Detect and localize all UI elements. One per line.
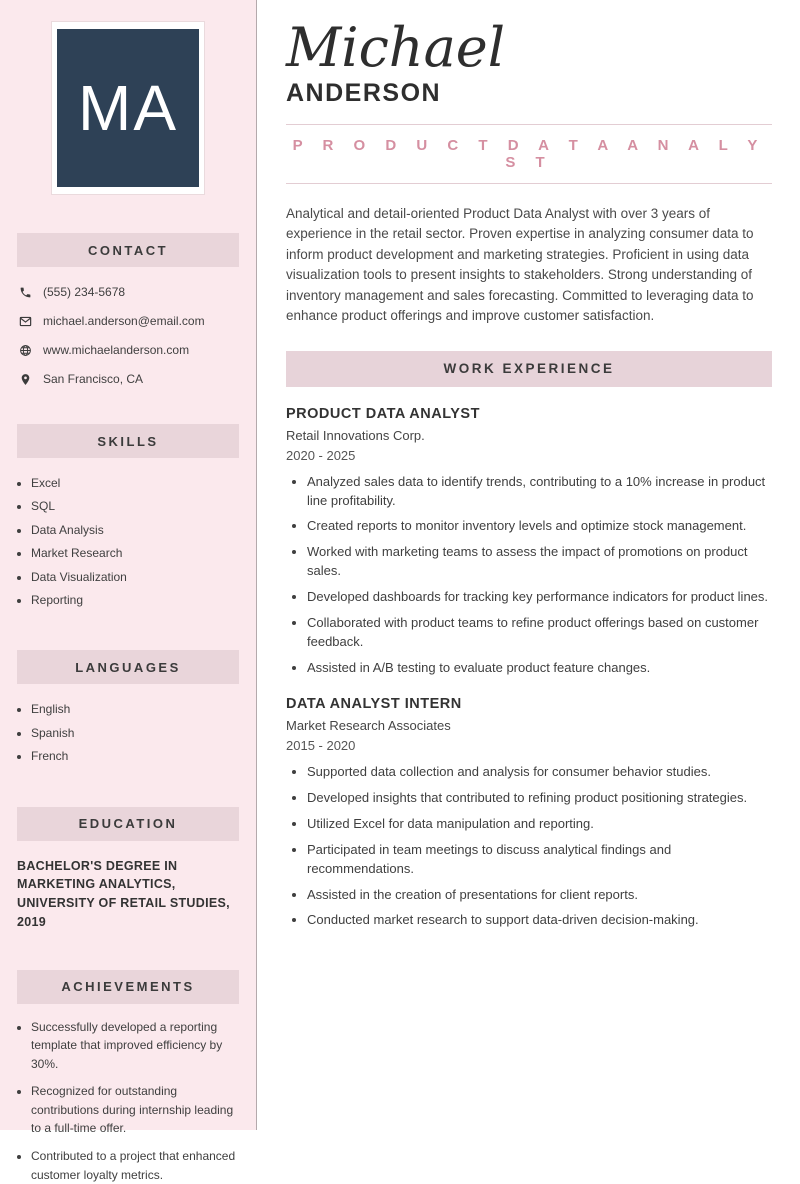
job-bullet: • Assisted in A/B testing to evaluate product feature changes. bbox=[307, 659, 772, 678]
achievement-item: • Contributed to a project that enhanced customer loyalty metrics. bbox=[31, 1147, 244, 1184]
achievement-item: • Successfully developed a reporting template that improved efficiency by 30%. bbox=[31, 1018, 244, 1074]
skill-item: • Data Visualization bbox=[31, 566, 244, 589]
avatar bbox=[51, 21, 205, 195]
job-entry-title: PRODUCT DATA ANALYST bbox=[286, 405, 480, 422]
language-item: • French bbox=[31, 745, 244, 768]
contact-email: michael.anderson@email.com bbox=[43, 314, 205, 328]
language-item: • English bbox=[31, 698, 244, 721]
job-bullet: • Conducted market research to support data-driven decision-making. bbox=[307, 911, 772, 930]
last-name: ANDERSON bbox=[286, 78, 442, 107]
sidebar bbox=[0, 0, 257, 1182]
education-text: BACHELOR'S DEGREE IN MARKETING ANALYTICS, UNIVERSITY OF RETAIL STUDIES, 2019 bbox=[17, 858, 230, 929]
skill-item: • Reporting bbox=[31, 589, 244, 612]
job-bullet-list bbox=[286, 763, 772, 930]
skill-item: • Market Research bbox=[31, 542, 244, 565]
email-icon bbox=[19, 315, 32, 328]
job-bullet: • Utilized Excel for data manipulation and reporting. bbox=[307, 815, 772, 834]
contact-location: San Francisco, CA bbox=[43, 372, 144, 386]
skills-list bbox=[0, 472, 256, 612]
job-entry bbox=[286, 406, 772, 678]
language-item: • Spanish bbox=[31, 722, 244, 745]
skills-section-header: SKILLS bbox=[17, 424, 239, 458]
job-bullet: • Developed dashboards for tracking key performance indicators for product lines. bbox=[307, 588, 772, 607]
skill-item: • SQL bbox=[31, 495, 244, 518]
languages-section-header: LANGUAGES bbox=[17, 650, 239, 684]
achievements-list bbox=[0, 1018, 256, 1184]
job-bullet: • Assisted in the creation of presentations for client reports. bbox=[307, 886, 772, 905]
phone-icon bbox=[19, 286, 32, 299]
contact-item-location bbox=[19, 372, 256, 386]
job-bullet: • Collaborated with product teams to refine product offerings based on customer feedback. bbox=[307, 614, 772, 652]
contact-list bbox=[19, 285, 256, 386]
education-section-header: EDUCATION bbox=[17, 807, 239, 841]
job-bullet-list bbox=[286, 473, 772, 678]
job-entry-dates: 2015 - 2020 bbox=[286, 738, 356, 754]
job-entry-company: Market Research Associates bbox=[286, 718, 451, 734]
job-entry bbox=[286, 696, 772, 930]
location-pin-icon bbox=[19, 373, 32, 386]
skill-item: • Excel bbox=[31, 472, 244, 495]
achievement-item: • Recognized for outstanding contributions during internship leading to a full-time offer. bbox=[31, 1082, 244, 1138]
contact-item-email bbox=[19, 314, 256, 328]
job-bullet: • Participated in team meetings to discuss analytical findings and recommendations. bbox=[307, 841, 772, 879]
contact-website: www.michaelanderson.com bbox=[43, 343, 190, 357]
first-name: Michael bbox=[286, 16, 506, 79]
job-bullet: • Created reports to monitor inventory levels and optimize stock management. bbox=[307, 517, 772, 536]
job-title-heading: P R O D U C T D A T A A N A L Y S T bbox=[286, 124, 772, 184]
achievements-section-header: ACHIEVEMENTS bbox=[17, 970, 239, 1004]
job-entry-company: Retail Innovations Corp. bbox=[286, 427, 425, 443]
contact-item-phone bbox=[19, 285, 256, 299]
contact-phone: (555) 234-5678 bbox=[43, 285, 126, 299]
job-entry-dates: 2020 - 2025 bbox=[286, 447, 356, 463]
job-bullet: • Analyzed sales data to identify trends, contributing to a 10% increase in product line profitability. bbox=[307, 473, 772, 511]
job-bullet: • Supported data collection and analysis for consumer behavior studies. bbox=[307, 763, 772, 782]
work-experience-header: WORK EXPERIENCE bbox=[286, 351, 772, 387]
languages-list bbox=[0, 698, 256, 768]
summary-paragraph: Analytical and detail-oriented Product Data Analyst with over 3 years of experience in the retail sector. Proven expertise in analyzing consumer data to inform product development and marketing strategies. Proficient in using data visualization tools to present insights to stakeholders. Strong understanding of inventory management and sales forecasting. Committed to leveraging data to enhance product offerings and improve customer satisfaction. bbox=[286, 205, 754, 324]
job-entry-title: DATA ANALYST INTERN bbox=[286, 696, 462, 713]
contact-section-header: CONTACT bbox=[17, 233, 239, 267]
main-content bbox=[257, 0, 800, 1130]
avatar-initials: MA bbox=[78, 72, 178, 144]
contact-item-website bbox=[19, 343, 256, 357]
globe-icon bbox=[19, 344, 32, 357]
job-bullet: • Worked with marketing teams to assess the impact of promotions on product sales. bbox=[307, 543, 772, 581]
job-bullet: • Developed insights that contributed to refining product positioning strategies. bbox=[307, 789, 772, 808]
skill-item: • Data Analysis bbox=[31, 519, 244, 542]
avatar-monogram-box bbox=[57, 29, 199, 187]
